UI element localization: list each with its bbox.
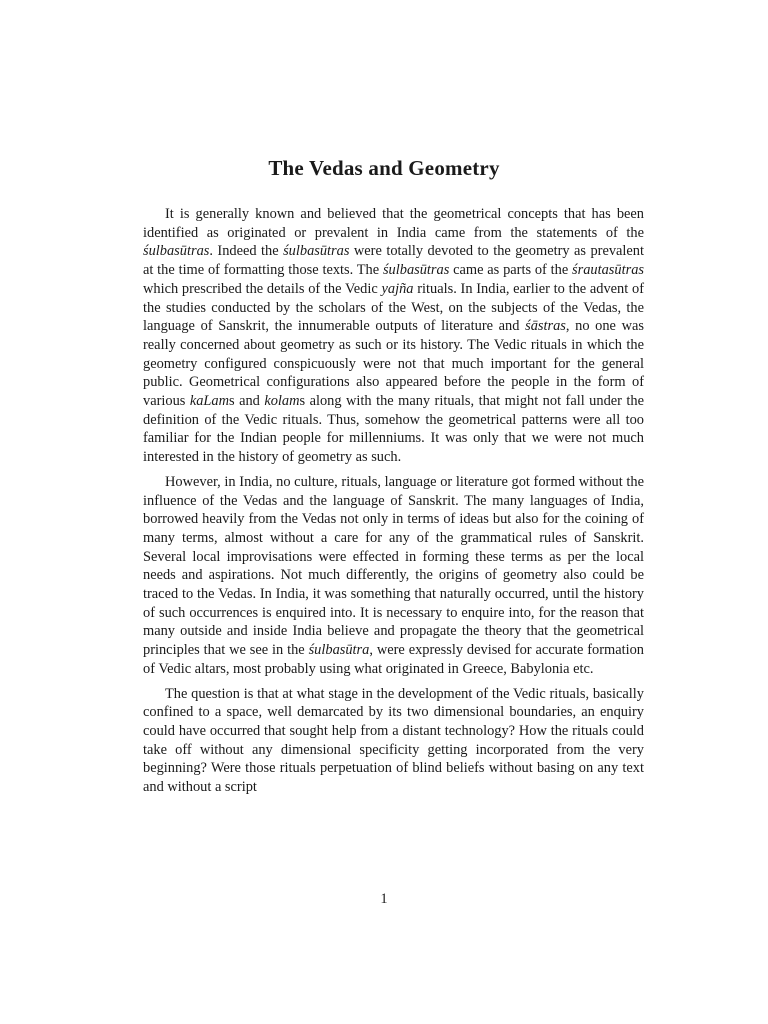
text-segment: The question is that at what stage in the development of the Vedic rituals, basically confined to a space, well demarcated by its two dimensional boundaries, an enquiry could have occurred that sought help from a distant technology? How the rituals could take off without any dimensional specificity getting incorporated from the very beginning? Were those rituals perpetuation of blind beliefs without basing on any text and without a script (143, 685, 644, 796)
text-segment: came as parts of the (449, 262, 573, 279)
text-segment: were totally devoted to the geometry as prevalent at the time of formatting those texts. The (143, 243, 645, 279)
italic-term: śulbasūtras (382, 262, 450, 279)
paragraph (143, 205, 644, 467)
italic-term: śulbasūtra (308, 642, 370, 659)
text-segment: However, in India, no culture, rituals, language or literature got formed without the influence of the Vedas and the language of Sanskrit. The many languages of India, borrowed heavily from the Vedas not only in terms of ideas but also for the coining of many terms, almost without a care for any of the grammatical rules of Sanskrit. Several local improvisations were effected in forming these terms as per the local needs and aspirations. Not much differently, the origins of geometry also could be traced to the Vedas. In India, it was something that naturally occurred, until the history of such occurrences is enquired into. It is necessary to enquire into, for the reason that many outside and inside India believe and propagate the theory that the geometrical principles that we see in the (143, 473, 644, 659)
text-segment: rituals. In India, earlier to the advent of the studies conducted by the scholars of the West, on the subjects of the Vedas, the language of Sanskrit, the innumerable outputs of literature and (143, 280, 644, 335)
italic-term: śulbasūtras (283, 243, 350, 260)
text-segment: s along with the many rituals, that might not fall under the definition of the Vedic rituals. Thus, somehow the geometrical patterns were all too familiar for the Indian people for millenniums. It was only that we were not much interested in the history of geometry as such. (143, 393, 644, 466)
text-segment: s and (229, 393, 265, 410)
paragraph (143, 685, 644, 797)
text-segment: , no one was really concerned about geometry as such or its history. The Vedic rituals in which the geometry configured conspicuously were not that much important for the general public. Geometrical configurations also appeared before the people in the form of various (143, 318, 644, 410)
paragraph (143, 473, 644, 679)
body-text (143, 205, 644, 803)
text-segment: , were expressly devised for accurate formation of Vedic altars, most probably using what originated in Greece, Babylonia etc. (143, 642, 644, 677)
italic-term: kaLam (189, 393, 230, 410)
text-segment: It is generally known and believed that the geometrical concepts that has been identified as originated or prevalent in India came from the statements of the (143, 206, 644, 241)
italic-term: śāstras (525, 318, 566, 335)
page-title: The Vedas and Geometry (268, 156, 500, 180)
page-number: 1 (380, 891, 388, 907)
italic-term: śrautasūtras (572, 262, 644, 279)
italic-term: kolam (264, 393, 300, 410)
italic-term: yajña (381, 280, 414, 297)
text-segment: which prescribed the details of the Vedic (143, 280, 382, 297)
italic-term: śulbasūtras (143, 243, 210, 260)
text-segment: . Indeed the (209, 243, 284, 260)
